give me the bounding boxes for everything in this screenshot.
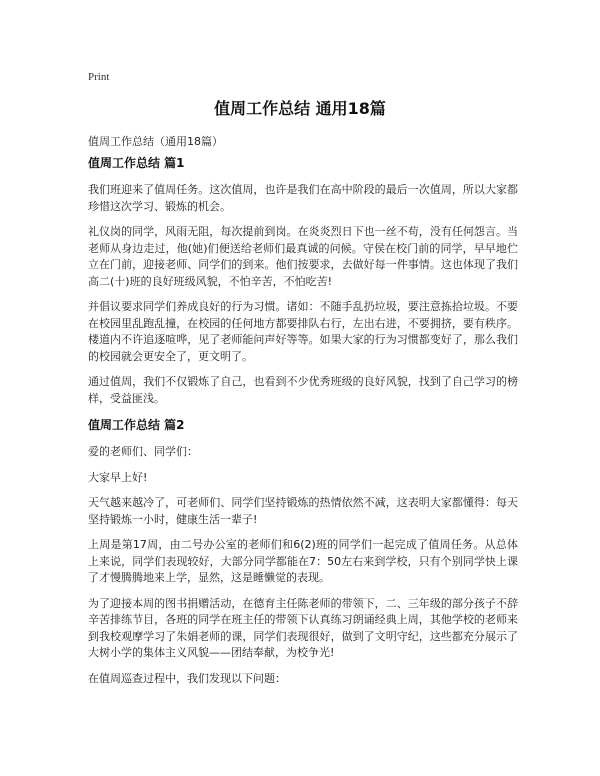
paragraph: 天气越来越冷了，可老师们、同学们坚持锻炼的热情依然不减，这表明大家都懂得：每天坚持锻炼一小时，健康生活一辈子! [88,496,518,526]
section-2 [88,416,518,687]
document-body [88,154,518,696]
paragraph: 大家早上好! [88,470,148,484]
section-heading: 值周工作总结 篇1 [88,156,185,170]
paragraph: 为了迎接本周的图书捐赠活动，在德育主任陈老师的带领下，二、三年级的部分孩子不辞辛苦排练节目，各班的同学在班主任的带领下认真练习朗诵经典上周，其他学校的老师来到我校观摩学习了朱娟老师的课，同学们表现很好，做到了文明守纪，这些都充分展示了大树小学的集体主义风貌——团结奉献，为校争光! [88,596,518,659]
document-subtitle: 值周工作总结（通用18篇） [88,135,223,148]
paragraph: 我们班迎来了值周任务。这次值周，也许是我们在高中阶段的最后一次值周，所以大家都珍惜这次学习、锻炼的机会。 [88,183,518,213]
paragraph: 爱的老师们、同学们： [88,445,198,458]
paragraph: 通过值周，我们不仅锻炼了自己，也看到不少优秀班级的良好风貌，找到了自己学习的榜样，受益匪浅。 [88,375,518,405]
section-1 [88,154,518,407]
paragraph: 上周是第17周，由二号办公室的老师们和6(2)班的同学们一起完成了值周任务。从总体上来说，同学们表现较好，大部分同学都能在7：50左右来到学校，只有个别同学快上课了才慢腾腾地来上学，显然，这是睡懒觉的表现。 [88,538,518,584]
paragraph: 并倡议要求同学们养成良好的行为习惯。诸如：不随手乱扔垃圾，要注意拣拾垃圾。不要在校园里乱跑乱撞，在校园的任何地方都要排队右行，左出右进，不要拥挤，要有秩序。楼道内不许追逐喧哗，见了老师能问声好等等。如果大家的行为习惯都变好了，那么我们的校园就会更安全了，更文明了。 [88,300,518,363]
page-title: 值周工作总结 通用18篇 [214,99,386,118]
print-link[interactable]: Print [88,71,110,83]
paragraph: 礼仪岗的同学，风雨无阻，每次提前到岗。在炎炎烈日下也一丝不苟，没有任何怨言。当老师从身边走过，他(她)们便送给老师们最真诚的问候。守侯在校门前的同学，早早地伫立在门前，迎接老师、同学们的到来。他们按要求，去做好每一件事情。这也体现了我们高二(十)班的良好班级风貌，不怕辛苦，不怕吃苦! [88,225,518,288]
paragraph: 在值周巡查过程中，我们发现以下问题： [88,671,286,685]
section-heading: 值周工作总结 篇2 [88,418,185,432]
